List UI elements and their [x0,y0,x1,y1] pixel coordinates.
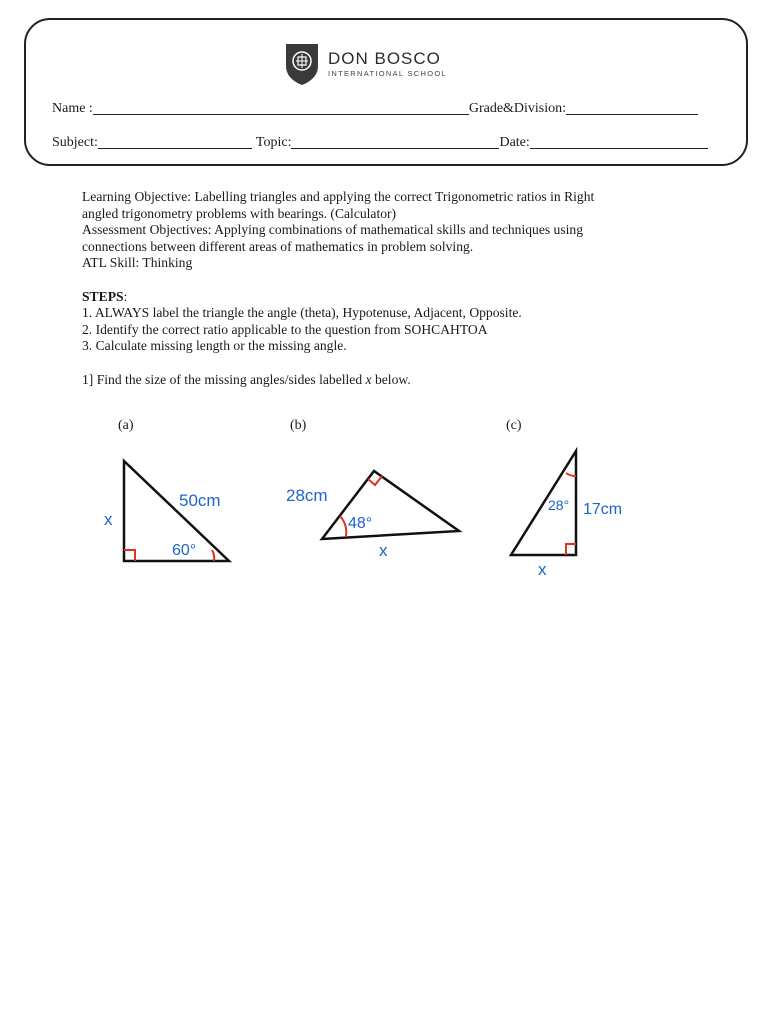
side-label-a: 50cm [179,491,221,510]
right-angle-mark-c [566,544,576,555]
topic-label: Topic: [255,135,292,150]
assessment-line-1: Assessment Objectives: Applying combinations of mathematical skills and techniques using [82,222,584,238]
name-label: Name : [52,101,93,116]
subject-topic-date-row [52,135,708,151]
name-grade-row [52,101,698,117]
subject-label: Subject: [52,135,98,150]
unknown-label-c: x [538,560,547,579]
step-1: 1. ALWAYS label the triangle the angle (theta), Hypotenuse, Adjacent, Opposite. [82,305,522,321]
angle-arc-b [340,516,346,536]
side-label-c: 17cm [583,501,623,518]
diagram-c-label: (c) [506,418,522,433]
angle-arc-a [212,550,214,561]
topic-field[interactable] [291,135,499,149]
school-crest-icon [284,42,320,86]
angle-label-b: 48° [348,515,373,532]
date-label: Date: [499,135,530,150]
grade-field[interactable] [566,101,698,115]
steps-heading: STEPS [82,288,124,304]
triangle-c [511,451,622,579]
right-angle-mark-a [124,550,135,561]
angle-label-a: 60° [172,542,197,559]
angle-label-c: 28° [548,497,570,513]
step-2: 2. Identify the correct ratio applicable to the question from SOHCAHTOA [82,321,488,337]
assessment-line-2: connections between different areas of mathematics in problem solving. [82,238,474,254]
triangle-diagrams [0,410,768,590]
worksheet-body [82,189,682,388]
diagram-a-label: (a) [118,418,134,433]
question-1: 1] Find the size of the missing angles/sides labelled x below. [82,371,411,387]
triangles-svg [0,410,768,590]
steps-heading-line: STEPS: [82,288,128,304]
school-name: DON BOSCO [328,49,441,68]
grade-label: Grade&Division: [468,101,567,116]
question-variable: x [365,371,372,387]
triangle-b [286,471,459,560]
unknown-label-b: x [379,541,388,560]
step-3: 3. Calculate missing length or the missing angle. [82,338,347,354]
learning-objective-line-1: Learning Objective: Labelling triangles and applying the correct Trigonometric ratios in Right [82,189,595,204]
atl-skill: ATL Skill: Thinking [82,255,193,271]
subject-field[interactable] [98,135,252,149]
school-logo [284,42,447,86]
learning-objective-line-2: angled trigonometry problems with bearings. (Calculator) [82,205,397,221]
school-subtitle: INTERNATIONAL SCHOOL [328,69,447,78]
angle-arc-c [566,473,576,476]
triangle-a [104,461,229,561]
unknown-label-a: x [104,510,113,529]
diagram-b-label: (b) [290,418,307,433]
name-field[interactable] [93,101,469,115]
side-label-b: 28cm [286,486,328,505]
date-field[interactable] [530,135,708,149]
